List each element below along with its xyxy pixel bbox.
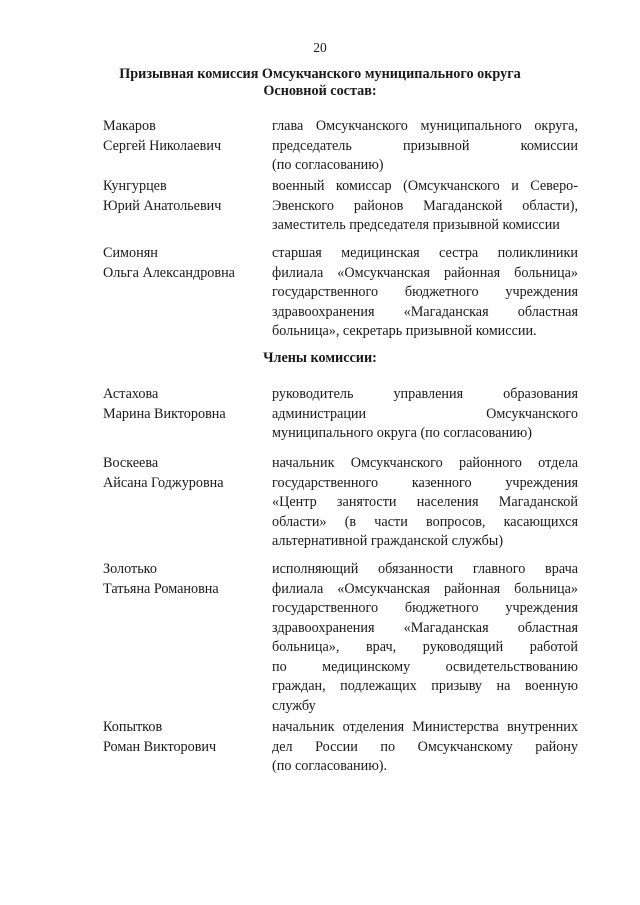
entry-name [103, 385, 263, 424]
given-names: Ольга Александровна [103, 264, 235, 281]
entry-role [272, 454, 578, 552]
role-line: больница», секретарь призывной комиссии. [272, 323, 537, 339]
role-line: начальник Омсукчанского районного отдела [272, 455, 578, 471]
surname: Кунгурцев [103, 178, 167, 194]
role-line: (по согласованию) [272, 157, 384, 173]
role-line: начальник отделения Министерства внутренних [272, 719, 578, 735]
role-line: глава Омсукчанского муниципального округа, [272, 118, 578, 134]
role-line: администрации Омсукчанского [272, 405, 578, 422]
surname: Копытков [103, 719, 163, 735]
surname: Астахова [103, 386, 159, 402]
entry-role [272, 385, 578, 444]
role-line: государственного казенного учреждения [272, 474, 578, 491]
surname: Золотько [103, 561, 157, 577]
role-line: государственного бюджетного учреждения [272, 600, 578, 616]
role-line: альтернативной гражданской службы) [272, 533, 504, 549]
role-line: Эвенского районов Магаданской области), [272, 197, 578, 214]
role-line: области» (в части вопросов, касающихся [272, 513, 578, 530]
surname: Симонян [103, 245, 158, 261]
given-names: Сергей Николаевич [103, 137, 222, 154]
role-line: граждан, подлежащих призыву на военную [272, 678, 578, 694]
entry-name [103, 454, 263, 493]
entry-role [272, 177, 578, 236]
entry-role [272, 244, 578, 342]
document-title: Призывная комиссия Омсукчанского муниципального округа [119, 66, 521, 82]
role-line: службу [272, 697, 316, 714]
main-section-label: Основной состав [263, 83, 372, 99]
entry-name [103, 560, 263, 599]
role-line: «Центр занятости населения Магаданской [272, 494, 578, 510]
role-line: дел России по Омсукчанскому району [272, 738, 578, 755]
members-section-label: Члены комиссии [263, 350, 373, 366]
role-line: больница», врач, руководящий работой [272, 639, 578, 655]
members-section-heading: Члены комиссии: [263, 350, 377, 366]
role-line: по медицинскому освидетельствованию [272, 658, 578, 675]
surname: Макаров [103, 118, 156, 134]
given-names: Татьяна Романовна [103, 580, 219, 597]
role-line: здравоохранения «Магаданская областная [272, 619, 578, 636]
role-line: председатель призывной комиссии [272, 137, 578, 154]
role-line: (по согласованию). [272, 758, 388, 774]
entry-role [272, 718, 578, 777]
given-names: Роман Викторович [103, 738, 217, 755]
role-line: муниципального округа (по согласованию) [272, 425, 532, 441]
entry-name [103, 718, 263, 757]
given-names: Марина Викторовна [103, 405, 226, 422]
role-line: заместитель председателя призывной комиссии [272, 217, 560, 233]
given-names: Юрий Анатольевич [103, 197, 222, 214]
main-section-heading: Основной состав: [263, 83, 377, 99]
role-line: исполняющий обязанности главного врача [272, 561, 578, 577]
role-line: руководитель управления образования [272, 386, 578, 402]
entry-name [103, 117, 263, 156]
role-line: филиала «Омсукчанская районная больница» [272, 580, 578, 597]
role-line: здравоохранения «Магаданская областная [272, 303, 578, 320]
entry-name [103, 244, 263, 283]
entry-name [103, 177, 263, 216]
role-line: государственного бюджетного учреждения [272, 284, 578, 300]
role-line: старшая медицинская сестра поликлиники [272, 245, 578, 261]
surname: Воскеева [103, 455, 159, 471]
entry-role [272, 560, 578, 716]
given-names: Айсана Годжуровна [103, 474, 224, 491]
page-number: 20 [313, 40, 327, 55]
role-line: филиала «Омсукчанская районная больница» [272, 264, 578, 281]
entry-role [272, 117, 578, 176]
role-line: военный комиссар (Омсукчанского и Северо- [272, 178, 578, 194]
